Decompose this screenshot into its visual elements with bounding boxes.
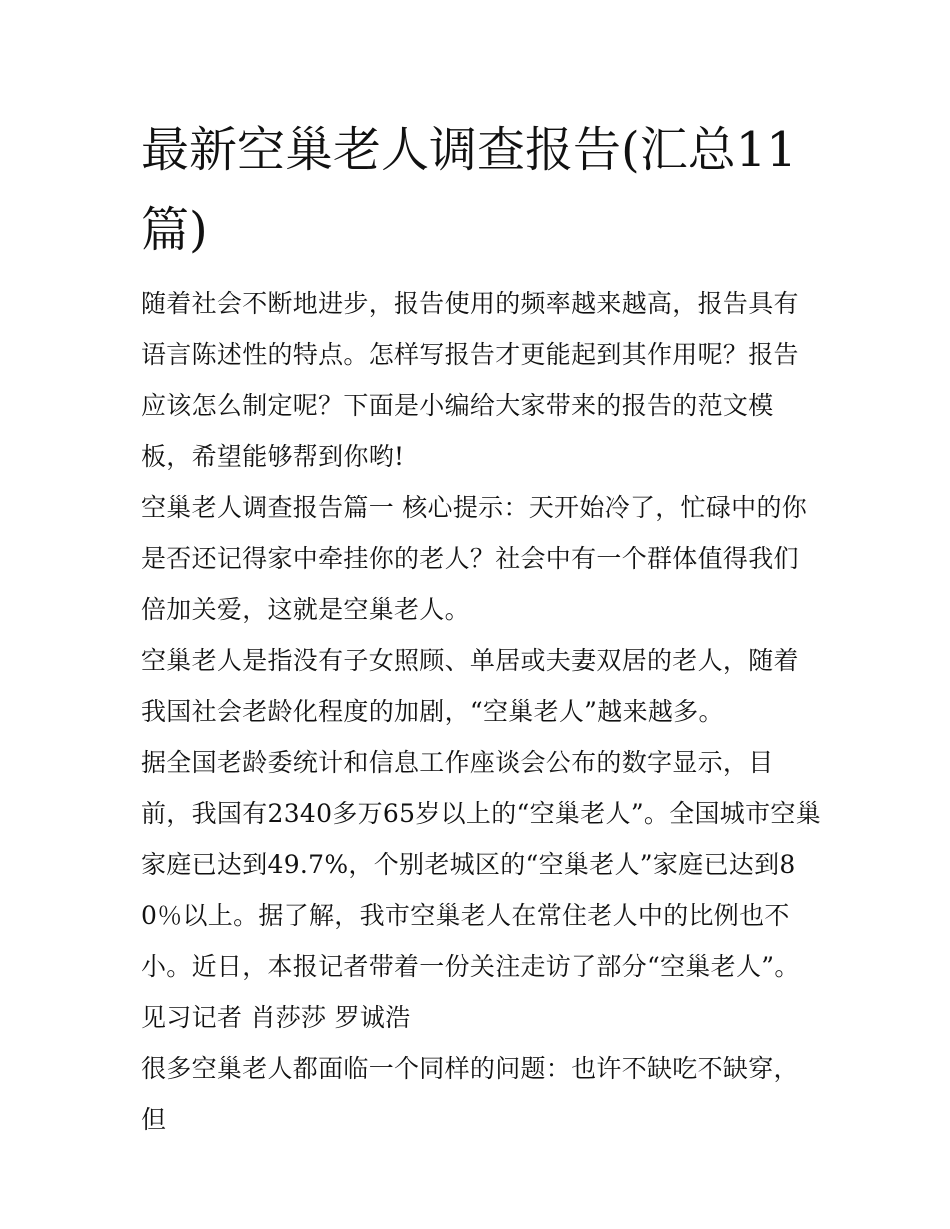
paragraph-definition: 空巢老人是指没有子女照顾、单居或夫妻双居的老人，随着我国社会老龄化程度的加剧，“空巢老人”越来越多。 [141,646,799,726]
paragraph-chapter-one-summary: 空巢老人调查报告篇一 核心提示：天开始冷了，忙碌中的你是否还记得家中牵挂你的老人？社会中有一个群体值得我们倍加关爱，这就是空巢老人。 [141,493,808,624]
paragraph-intro: 随着社会不断地进步，报告使用的频率越来越高，报告具有语言陈述性的特点。怎样写报告才更能起到其作用呢？报告应该怎么制定呢？下面是小编给大家带来的报告的范文模板，希望能够帮到你哟! [141,289,799,471]
paragraph-statistics: 据全国老龄委统计和信息工作座谈会公布的数字显示，目前，我国有2340多万65岁以上的“空巢老人”。全国城市空巢家庭已达到49.7%，个别老城区的“空巢老人”家庭已达到80％以上。据了解，我市空巢老人在常住老人中的比例也不小。近日，本报记者带着一份关注走访了部分“空巢老人”。 [141,748,821,981]
paragraph-body-start: 很多空巢老人都面临一个同样的问题：也许不缺吃不缺穿，但 [141,1054,799,1134]
document-body [141,110,821,1145]
paragraph-byline: 见习记者 肖莎莎 罗诚浩 [141,1003,411,1032]
document-title: 最新空巢老人调查报告(汇总11篇) [141,122,797,258]
